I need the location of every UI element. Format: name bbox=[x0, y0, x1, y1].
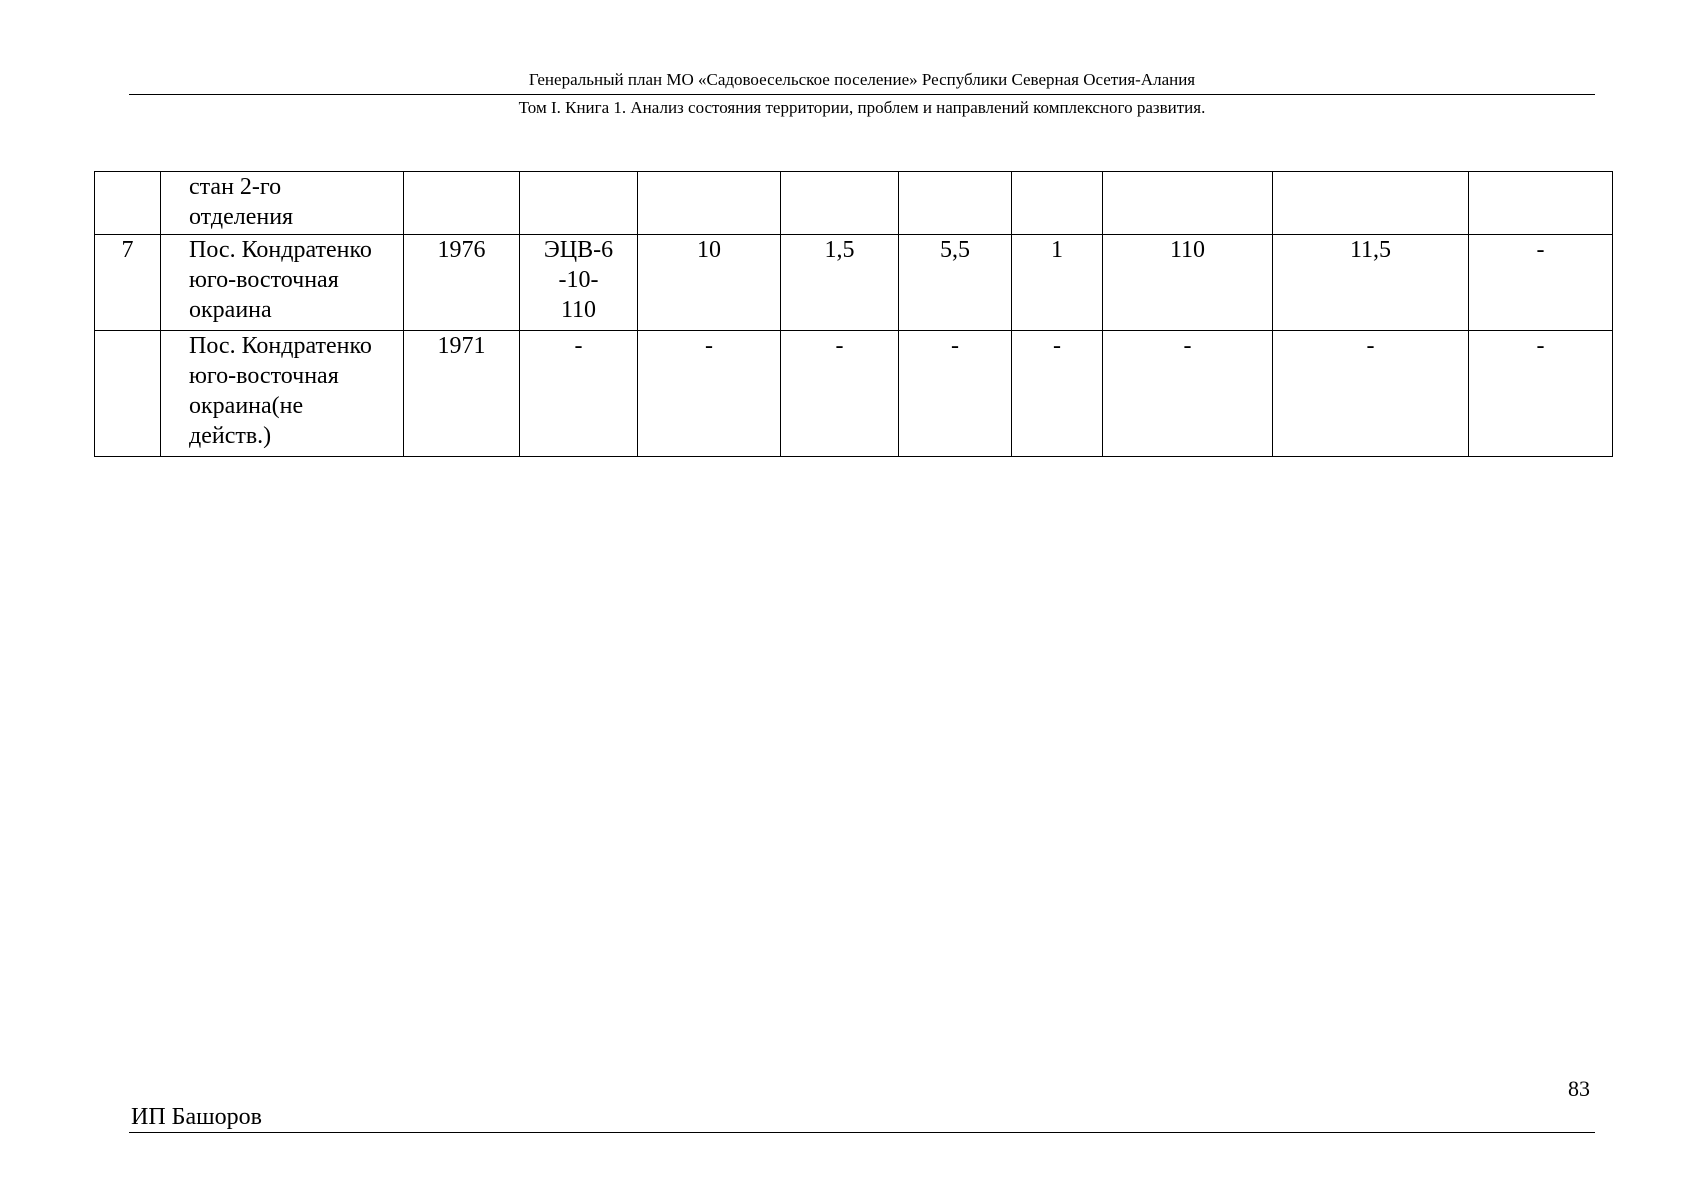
table-cell: 110 bbox=[1103, 235, 1273, 331]
header-subtitle: Том I. Книга 1. Анализ состояния территории, проблем и направлений комплексного развития. bbox=[518, 98, 1206, 117]
table-cell: 11,5 bbox=[1273, 235, 1469, 331]
table-cell bbox=[781, 172, 899, 235]
row-number-cell: 7 bbox=[95, 235, 161, 331]
footer-divider bbox=[129, 1132, 1595, 1133]
table-cell: 5,5 bbox=[899, 235, 1012, 331]
table-cell bbox=[404, 172, 520, 235]
wells-table bbox=[94, 171, 1613, 457]
table-cell bbox=[1273, 172, 1469, 235]
table-cell bbox=[638, 172, 781, 235]
location-cell bbox=[161, 331, 404, 457]
table-cell: 1,5 bbox=[781, 235, 899, 331]
location-line: стан 2-го bbox=[189, 174, 282, 200]
table-cell: - bbox=[899, 331, 1012, 457]
table-cell bbox=[899, 172, 1012, 235]
table-cell: - bbox=[1273, 331, 1469, 457]
year-cell: 1976 bbox=[404, 235, 520, 331]
header-divider bbox=[129, 94, 1595, 95]
location-line: юго-восточная bbox=[189, 267, 339, 293]
table-cell: 1 bbox=[1012, 235, 1103, 331]
pump-model-cell: ЭЦВ-6 -10- 110 bbox=[520, 235, 638, 331]
table-cell: - bbox=[1012, 331, 1103, 457]
row-number-cell bbox=[95, 331, 161, 457]
table-row bbox=[95, 172, 1613, 235]
row-number-cell bbox=[95, 172, 161, 235]
table-row bbox=[95, 331, 1613, 457]
location-line: Пос. Кондратенко bbox=[189, 237, 372, 263]
table-row bbox=[95, 235, 1613, 331]
header-title: Генеральный план МО «Садовоесельское поселение» Республики Северная Осетия-Алания bbox=[528, 70, 1196, 89]
table-cell bbox=[1012, 172, 1103, 235]
location-line: окраина(не bbox=[189, 393, 304, 419]
location-line: юго-восточная bbox=[189, 363, 339, 389]
table-cell: - bbox=[1103, 331, 1273, 457]
table-cell: - bbox=[638, 331, 781, 457]
table-cell: - bbox=[1469, 235, 1613, 331]
table-cell: - bbox=[1469, 331, 1613, 457]
location-cell bbox=[161, 235, 404, 331]
location-cell bbox=[161, 172, 404, 235]
location-line: действ.) bbox=[189, 423, 272, 449]
pump-model-cell: - bbox=[520, 331, 638, 457]
table-cell bbox=[1103, 172, 1273, 235]
year-cell: 1971 bbox=[404, 331, 520, 457]
location-line: окраина bbox=[189, 297, 272, 323]
table-cell: 10 bbox=[638, 235, 781, 331]
table-cell bbox=[1469, 172, 1613, 235]
footer-author: ИП Башоров bbox=[131, 1104, 262, 1130]
table-cell bbox=[520, 172, 638, 235]
table-cell: - bbox=[781, 331, 899, 457]
page-number: 83 bbox=[1568, 1076, 1590, 1101]
location-line: отделения bbox=[189, 204, 294, 230]
location-line: Пос. Кондратенко bbox=[189, 333, 372, 359]
